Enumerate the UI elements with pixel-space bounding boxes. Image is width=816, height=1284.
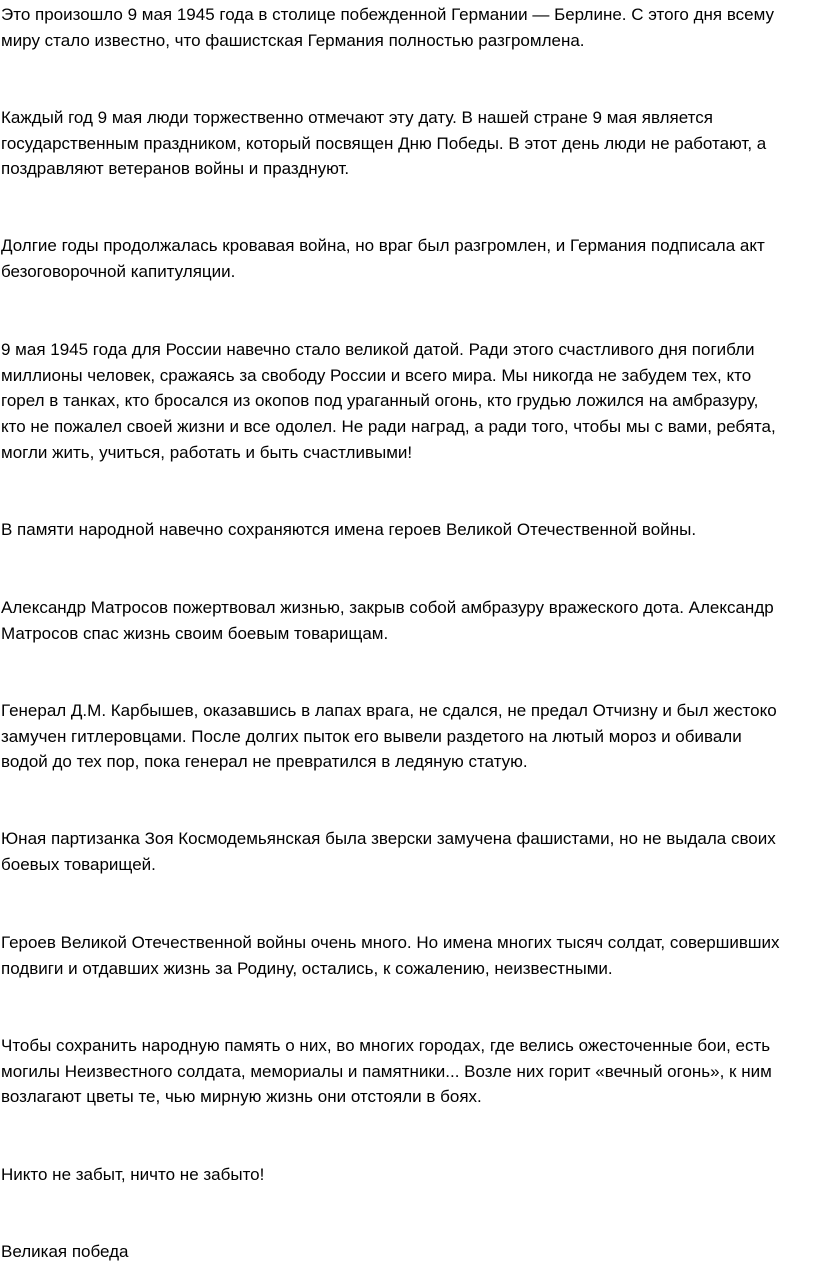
paragraph-unknown-heroes: Героев Великой Отечественной войны очень много. Но имена многих тысяч солдат, совершивших подвиги и отдавших жизнь за Родину, остались, к сожалению, неизвестными. bbox=[1, 933, 780, 978]
paragraph-kosmodemyanskaya: Юная партизанка Зоя Космодемьянская была зверски замучена фашистами, но не выдала своих боевых товарищей. bbox=[1, 829, 776, 874]
paragraph-matrosov: Александр Матросов пожертвовал жизнью, закрыв собой амбразуру вражеского дота. Александр Матросов спас жизнь своим боевым товарищам. bbox=[1, 598, 774, 643]
paragraph-unknown-soldier: Чтобы сохранить народную память о них, во многих городах, где велись ожесточенные бои, есть могилы Неизвестного солдата, мемориалы и памятники... Возле них горит «вечный огонь», к ним возлагают цветы те, чью мирную жизнь они отстояли в боях. bbox=[1, 1036, 772, 1107]
paragraph-karbyshev: Генерал Д.М. Карбышев, оказавшись в лапах врага, не сдался, не предал Отчизну и был жестоко замучен гитлеровцами. После долгих пыток его вывели раздетого на лютый мороз и обивали водой до тех пор, пока генерал не превратился в ледяную статую. bbox=[1, 701, 777, 772]
paragraph-heroes-memory: В памяти народной навечно сохраняются имена героев Великой Отечественной войны. bbox=[1, 520, 697, 539]
paragraph-great-date: 9 мая 1945 года для России навечно стало великой датой. Ради этого счастливого дня погибли миллионы человек, сражаясь за свободу России и всего мира. Мы никогда не забудем тех, кто горел в танках, кто бросался из окопов под ураганный огонь, кто грудью ложился на амбразуру, кто не пожалел своей жизни и все одолел. Не ради наград, а ради того, чтобы мы с вами, ребята, могли жить, учиться, работать и быть счастливыми! bbox=[1, 340, 776, 462]
paragraph-nobody-forgotten: Никто не забыт, ничто не забыто! bbox=[1, 1165, 265, 1184]
paragraph-annual-celebration: Каждый год 9 мая люди торжественно отмечают эту дату. В нашей стране 9 мая является государственным праздником, который посвящен Дню Победы. В этот день люди не работают, а поздравляют ветеранов войны и празднуют. bbox=[1, 108, 767, 179]
paragraph-long-war: Долгие годы продолжалась кровавая война, но враг был разгромлен, и Германия подписала акт безоговорочной капитуляции. bbox=[1, 236, 765, 281]
paragraph-victory-berlin: Это произошло 9 мая 1945 года в столице побежденной Германии — Берлине. С этого дня всему миру стало известно, что фашистская Германия полностью разгромлена. bbox=[1, 5, 775, 50]
paragraph-great-victory: Великая победа bbox=[1, 1242, 129, 1261]
